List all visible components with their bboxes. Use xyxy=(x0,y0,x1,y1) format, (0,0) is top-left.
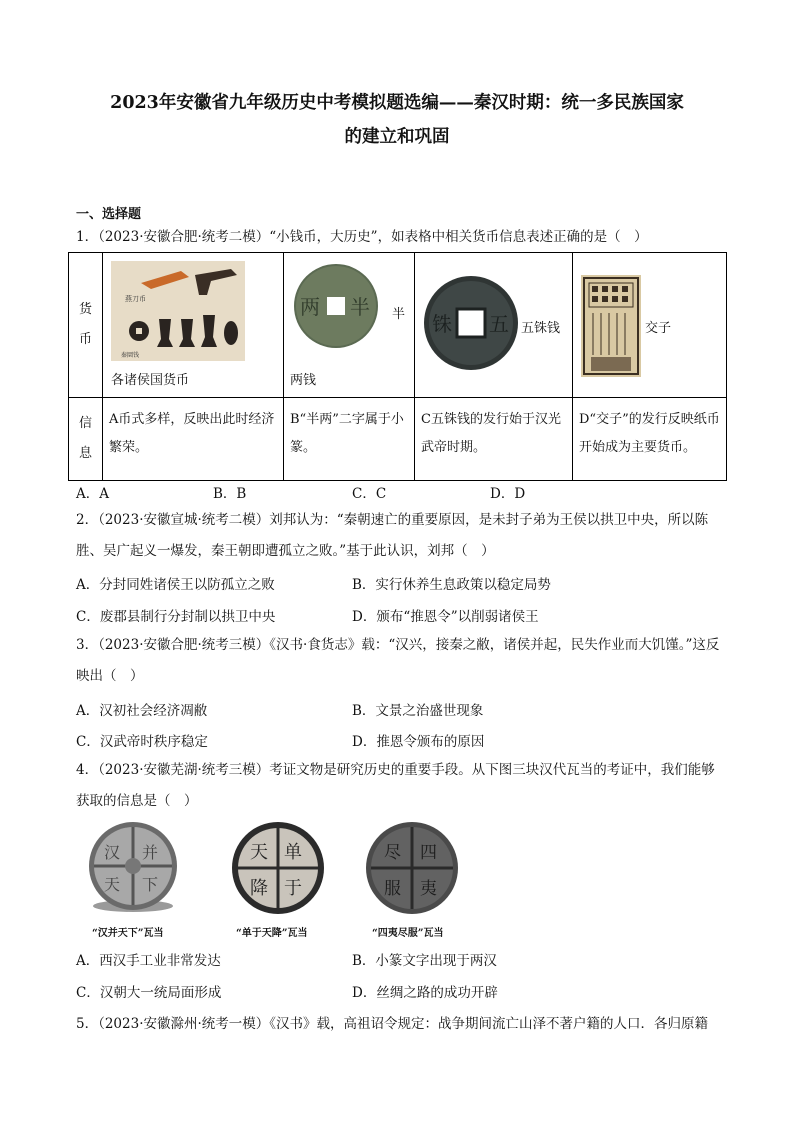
svg-text:五: 五 xyxy=(489,312,509,336)
q4-option-c: C．汉朝大一统局面形成 xyxy=(76,985,222,1001)
q1-option-d: D．D xyxy=(490,486,526,502)
q2-option-d: D．颁布“推恩令”以削弱诸侯王 xyxy=(352,609,539,625)
wadang-1-char-2: 并 xyxy=(142,843,159,862)
currency-cell-a xyxy=(103,253,284,398)
q3-option-c: C．汉武帝时秩序稳定 xyxy=(76,734,208,750)
wadang-1-char-1: 汉 xyxy=(104,843,121,862)
caption-banliang-right: 半 xyxy=(392,307,406,322)
q1-option-b: B．B xyxy=(213,486,247,502)
q4-option-d: D．丝绸之路的成功开辟 xyxy=(352,985,498,1001)
question-3-stem: 3．（2023·安徽合肥·统考三模）《汉书·食货志》载：“汉兴，接秦之敝，诸侯并起，民失作业而大饥馑。”这反映出（ ） xyxy=(76,637,720,684)
svg-text:两: 两 xyxy=(300,295,320,319)
warring-states-coins-image xyxy=(111,261,245,361)
wadang-caption-3: “四夷尽服”瓦当 xyxy=(372,928,444,939)
wadang-2-char-3: 天 xyxy=(250,842,268,863)
caption-jiaozi: 交子 xyxy=(645,321,672,336)
svg-text:铢: 铢 xyxy=(432,312,452,336)
wadang-image-1 xyxy=(78,818,188,918)
wadang-caption-2: “单于天降”瓦当 xyxy=(236,928,308,939)
wadang-3-char-4: 服 xyxy=(384,879,401,899)
currency-table xyxy=(68,252,727,481)
question-1-stem: 1．（2023·安徽合肥·统考二模）“小钱币，大历史”，如表格中相关货币信息表述正确的是（ ） xyxy=(76,229,648,245)
table-row xyxy=(69,253,727,398)
svg-text:燕刀币: 燕刀币 xyxy=(125,295,146,303)
wadang-2-char-1: 单 xyxy=(284,842,302,863)
question-2-stem: 2．（2023·安徽宣城·统考二模）刘邦认为：“秦朝速亡的重要原因，是未封子弟为王侯以拱卫中央，所以陈胜、吴广起义一爆发，秦王朝即遭孤立之败。”基于此认识，刘邦（ ） xyxy=(76,512,709,559)
jiaozi-image xyxy=(581,275,641,377)
wadang-image-2 xyxy=(228,818,328,918)
row-header-info: 信息 xyxy=(69,398,103,481)
table-row xyxy=(69,398,727,481)
q3-option-a: A．汉初社会经济凋敝 xyxy=(76,703,208,719)
q4-option-a: A．西汉手工业非常发达 xyxy=(76,953,221,969)
wadang-image-3 xyxy=(362,818,462,918)
wadang-3-char-3: 尽 xyxy=(384,843,401,863)
q2-option-c: C．废郡县制行分封制以拱卫中央 xyxy=(76,609,276,625)
svg-text:半: 半 xyxy=(350,295,370,319)
info-cell-a: A币式多样，反映出此时经济繁荣。 xyxy=(103,398,284,481)
info-cell-b: B“半两”二字属于小篆。 xyxy=(284,398,415,481)
q1-option-c: C．C xyxy=(352,486,387,502)
svg-text:秦圜钱: 秦圜钱 xyxy=(121,352,140,359)
wadang-1-char-4: 下 xyxy=(142,875,159,894)
banliang-coin-image xyxy=(290,261,388,351)
caption-banliang-bottom: 两钱 xyxy=(290,373,317,388)
currency-cell-c xyxy=(415,253,573,398)
q2-option-a: A．分封同姓诸侯王以防孤立之败 xyxy=(76,577,275,593)
caption-warring-states: 各诸侯国货币 xyxy=(111,373,190,388)
row-header-currency: 货币 xyxy=(69,253,103,398)
wadang-3-char-1: 四 xyxy=(420,843,437,863)
wadang-1-char-3: 天 xyxy=(104,875,121,894)
q1-option-a: A．A xyxy=(76,486,109,502)
currency-cell-d xyxy=(573,253,727,398)
question-4-stem: 4．（2023·安徽芜湖·统考三模）考证文物是研究历史的重要手段。从下图三块汉代瓦当的考证中，我们能够获取的信息是（ ） xyxy=(76,762,715,809)
question-5-stem: 5．（2023·安徽滁州·统考一模）《汉书》载，高祖诏令规定：战争期间流亡山泽不著户籍的人口．各归原籍 xyxy=(76,1016,709,1032)
wadang-2-char-2: 于 xyxy=(284,878,302,899)
caption-wuzhu: 五铢钱 xyxy=(521,321,561,336)
q4-option-b: B．小篆文字出现于两汉 xyxy=(352,953,497,969)
wuzhu-coin-image xyxy=(423,275,523,375)
title-line-2: 的建立和巩固 xyxy=(344,127,450,147)
section-heading: 一、选择题 xyxy=(76,207,142,222)
q3-option-b: B．文景之治盛世现象 xyxy=(352,703,484,719)
page-title xyxy=(60,86,734,154)
q3-option-d: D．推恩令颁布的原因 xyxy=(352,734,485,750)
q2-option-b: B．实行休养生息政策以稳定局势 xyxy=(352,577,551,593)
wadang-3-char-2: 夷 xyxy=(420,879,437,899)
currency-cell-b xyxy=(284,253,415,398)
wadang-caption-1: “汉并天下”瓦当 xyxy=(92,928,164,939)
info-cell-c: C五铢钱的发行始于汉光武帝时期。 xyxy=(415,398,573,481)
title-line-1: 2023年安徽省九年级历史中考模拟题选编——秦汉时期：统一多民族国家 xyxy=(110,93,684,113)
wadang-2-char-4: 降 xyxy=(250,878,268,899)
info-cell-d: D“交子”的发行反映纸币开始成为主要货币。 xyxy=(573,398,727,481)
